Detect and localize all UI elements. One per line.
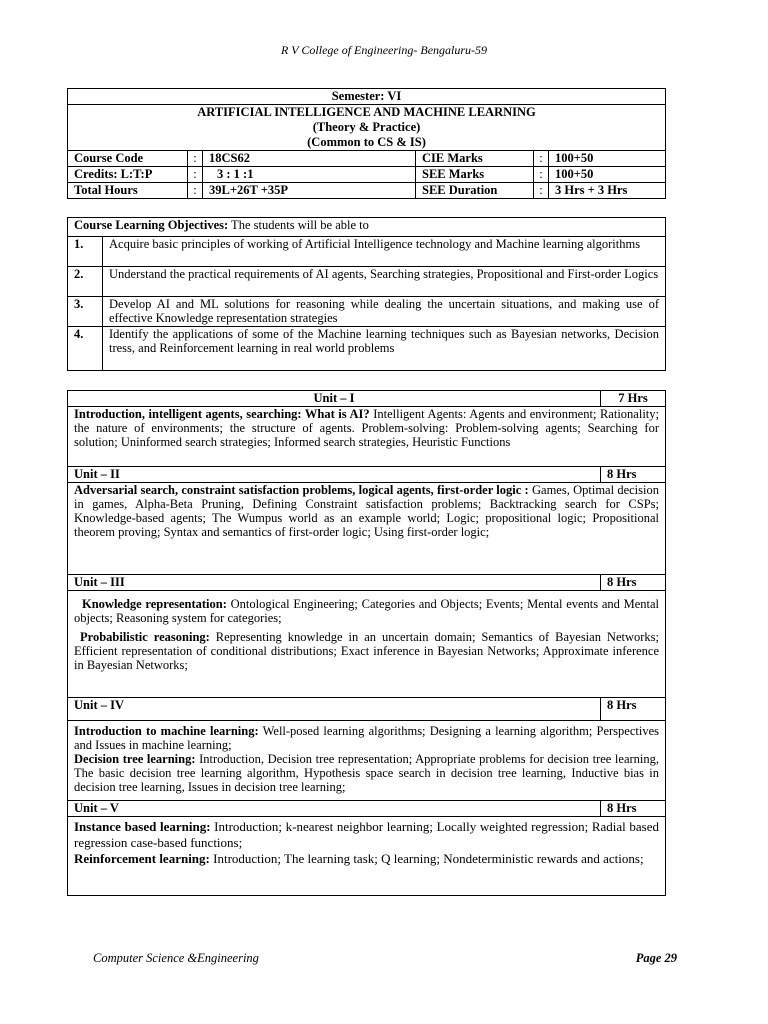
detail-label: Total Hours	[68, 183, 188, 199]
colon: :	[188, 167, 203, 183]
course-title: ARTIFICIAL INTELLIGENCE AND MACHINE LEARNING	[197, 105, 536, 119]
objective-number: 2.	[68, 267, 103, 297]
objectives-heading-cell	[68, 218, 666, 237]
colon: :	[534, 151, 549, 167]
detail-label: Credits: L:T:P	[68, 167, 188, 183]
detail-value: 3 Hrs + 3 Hrs	[549, 183, 666, 199]
unit-header-row	[68, 575, 666, 591]
unit-title: Unit – III	[68, 575, 601, 591]
detail-value: 39L+26T +35P	[203, 183, 416, 199]
unit-header-row	[68, 391, 666, 407]
detail-label: SEE Duration	[416, 183, 534, 199]
unit-topic-heading: Probabilistic reasoning:	[80, 630, 210, 644]
detail-value: 3 : 1 :1	[203, 167, 416, 183]
unit-topic-heading: Introduction to machine learning:	[74, 724, 259, 738]
detail-value: 100+50	[549, 167, 666, 183]
unit-title: Unit – V	[68, 801, 601, 817]
unit-topic-text: Introduction, Decision tree representation; Appropriate problems for decision tree learning, The basic decision tree learning algorithm, Hypothesis space search in decision tree learning, Inductive bias in decision tree learning, Issues in decision tree learning;	[74, 752, 659, 794]
objectives-heading: Course Learning Objectives:	[74, 218, 229, 232]
unit-topic-text: Well-posed learning algorithms; Designing a learning algorithm; Perspectives and Issues in machine learning;	[74, 724, 660, 752]
objectives-table	[67, 217, 666, 371]
unit-hours: 8 Hrs	[601, 698, 666, 721]
footer-department: Computer Science &Engineering	[93, 951, 259, 965]
detail-row	[68, 151, 666, 167]
unit-header-row	[68, 467, 666, 483]
units-table	[67, 390, 666, 896]
objective-row	[68, 297, 666, 327]
course-subtitle-1: (Theory & Practice)	[312, 120, 421, 134]
semester: Semester: VI	[68, 89, 666, 105]
objective-row	[68, 237, 666, 267]
unit-hours: 7 Hrs	[601, 391, 666, 407]
unit-topic-text: Introduction; The learning task; Q learning; Nondeterministic rewards and actions;	[209, 851, 644, 866]
detail-value: 100+50	[549, 151, 666, 167]
unit-topic-heading: Reinforcement learning:	[74, 851, 210, 866]
course-subtitle-2: (Common to CS & IS)	[307, 135, 426, 149]
unit-title: Unit – II	[68, 467, 601, 483]
detail-label: Course Code	[68, 151, 188, 167]
unit-content	[68, 721, 666, 801]
objective-row	[68, 267, 666, 297]
objective-text: Acquire basic principles of working of Artificial Intelligence technology and Machine learning algorithms	[103, 237, 666, 267]
colon: :	[188, 183, 203, 199]
footer-page-number: Page 29	[635, 951, 677, 965]
unit-topic-heading: Knowledge representation:	[82, 597, 227, 611]
unit-topic-text: Intelligent Agents: Agents and environment; Rationality; the nature of environments; the structure of agents. Problem-solving: Problem-solving agents; Searching for solution; Uninformed search strategies; Informed search strategies, Heuristic Functions	[74, 407, 659, 449]
objective-number: 3.	[68, 297, 103, 327]
detail-row	[68, 167, 666, 183]
colon: :	[534, 167, 549, 183]
objectives-heading-rest: The students will be able to	[228, 218, 369, 232]
unit-topic-text: Representing knowledge in an uncertain domain; Semantics of Bayesian Networks; Efficient representation of conditional distributions; Exact inference in Bayesian Networks; Approximate inference in Bayesian Networks;	[74, 630, 659, 672]
unit-content	[68, 407, 666, 467]
objective-text: Understand the practical requirements of AI agents, Searching strategies, Propositional and First-order Logics	[103, 267, 666, 297]
objective-text: Identify the applications of some of the Machine learning techniques such as Bayesian networks, Decision tress, and Reinforcement learning in real world problems	[103, 327, 666, 371]
detail-label: CIE Marks	[416, 151, 534, 167]
unit-topic-text: Games, Optimal decision in games, Alpha-Beta Pruning, Defining Constraint satisfaction problems; Backtracking search for CSPs; Knowledge-based agents; The Wumpus world as an example world; Logic; propositional logic; Propositional theorem proving; Syntax and semantics of first-order logic; Using first-order logic;	[74, 483, 659, 539]
unit-hours: 8 Hrs	[601, 575, 666, 591]
unit-topic-text: Ontological Engineering; Categories and Objects; Events; Mental events and Mental objects; Reasoning system for categories;	[74, 597, 659, 625]
objective-text: Develop AI and ML solutions for reasoning while dealing the uncertain situations, and making use of effective Knowledge representation strategies	[103, 297, 666, 327]
page-header: R V College of Engineering- Bengaluru-59	[280, 43, 488, 57]
objective-number: 1.	[68, 237, 103, 267]
course-title-cell	[68, 105, 666, 151]
unit-header-row	[68, 801, 666, 817]
unit-content	[68, 817, 666, 896]
objective-number: 4.	[68, 327, 103, 371]
objective-row	[68, 327, 666, 371]
detail-value: 18CS62	[203, 151, 416, 167]
unit-title: Unit – I	[68, 391, 601, 407]
course-info-table	[67, 88, 666, 199]
unit-topic-heading: Adversarial search, constraint satisfaction problems, logical agents, first-order logic :	[74, 483, 529, 497]
unit-content	[68, 591, 666, 698]
colon: :	[534, 183, 549, 199]
colon: :	[188, 151, 203, 167]
unit-topic-text: Introduction; k-nearest neighbor learning; Locally weighted regression; Radial based regression case-based functions;	[74, 819, 659, 850]
unit-topic-heading: Instance based learning:	[74, 819, 211, 834]
unit-hours: 8 Hrs	[601, 467, 666, 483]
unit-content	[68, 483, 666, 575]
unit-topic-heading: Decision tree learning:	[74, 752, 196, 766]
unit-topic-heading: Introduction, intelligent agents, searching: What is AI?	[74, 407, 370, 421]
unit-header-row	[68, 698, 666, 721]
detail-row	[68, 183, 666, 199]
detail-label: SEE Marks	[416, 167, 534, 183]
unit-hours: 8 Hrs	[601, 801, 666, 817]
unit-title: Unit – IV	[68, 698, 601, 721]
